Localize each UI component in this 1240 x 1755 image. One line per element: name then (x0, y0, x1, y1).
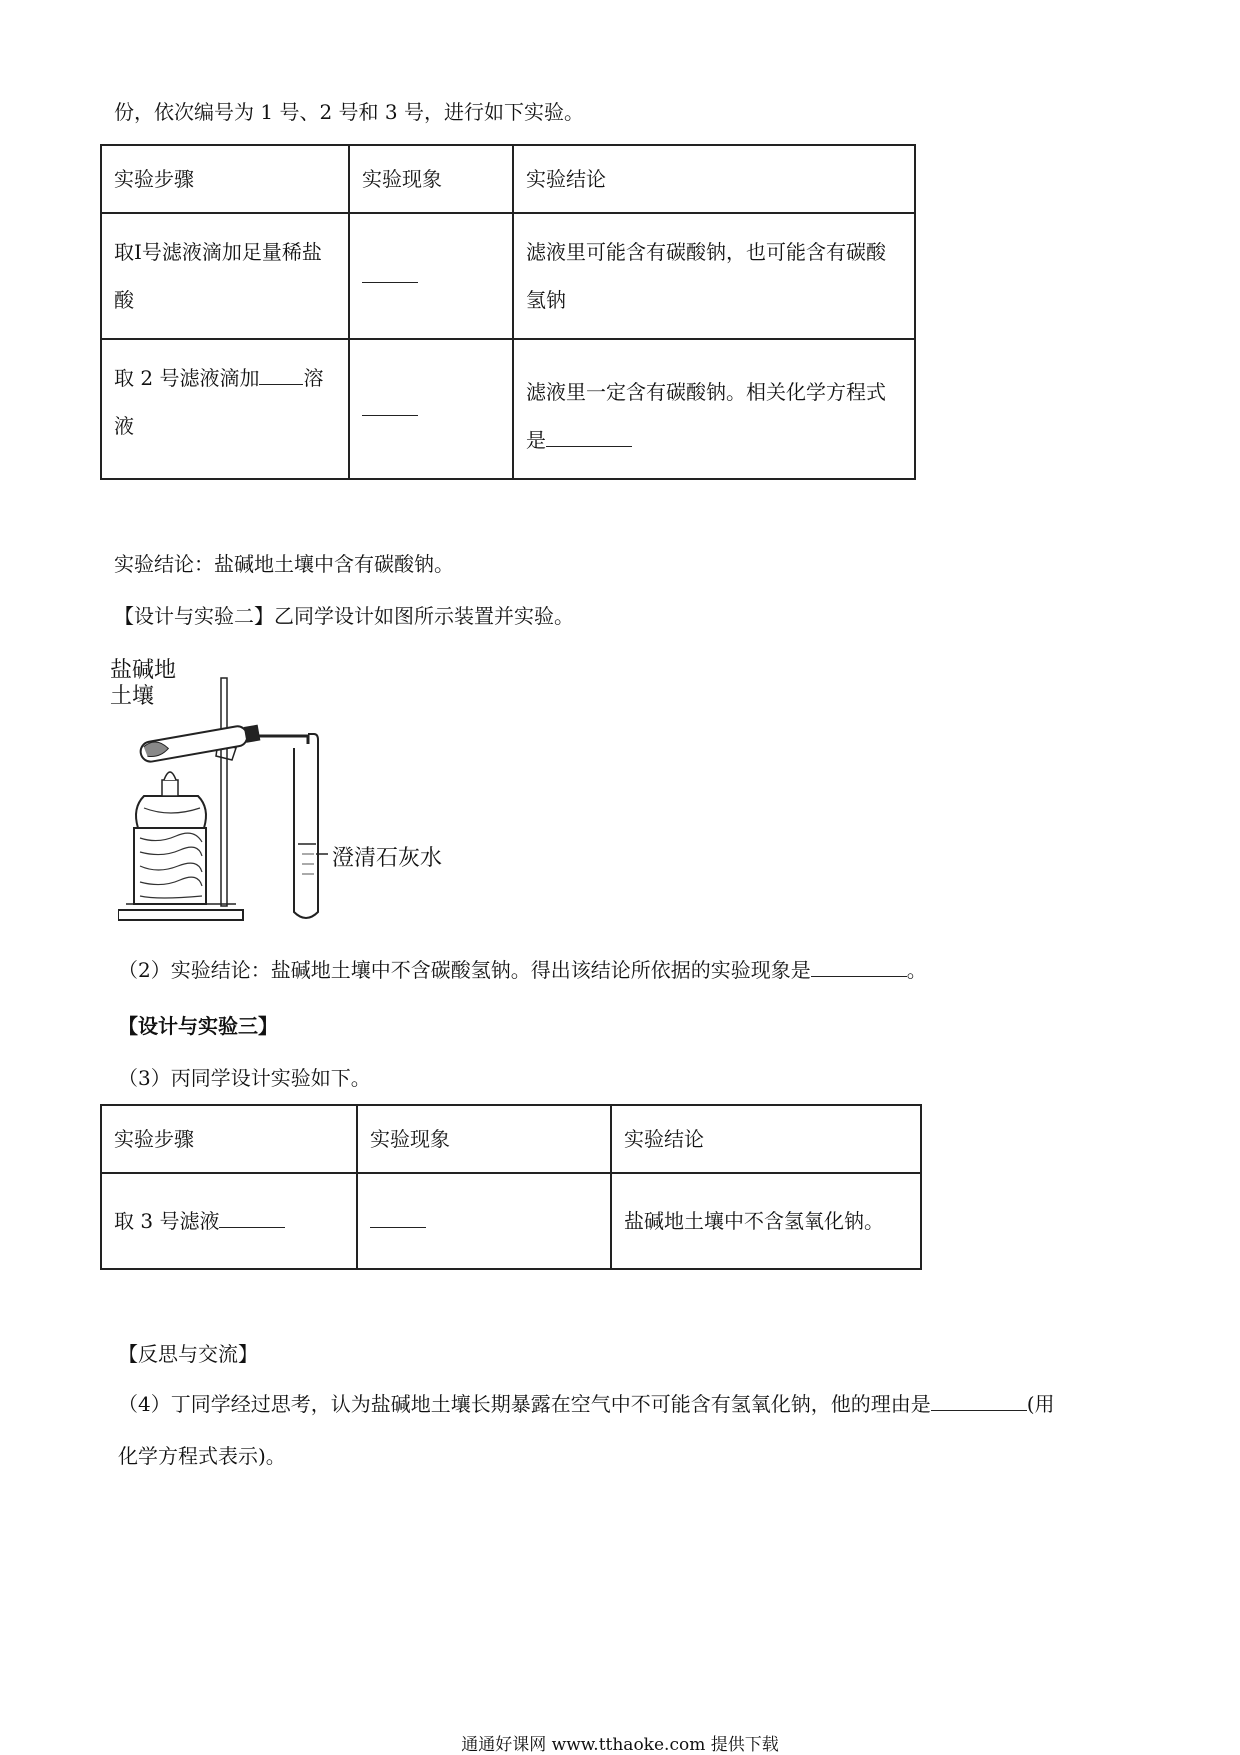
q2-answer-blank[interactable] (811, 956, 907, 977)
reagent-blank[interactable] (259, 364, 303, 385)
intro-line: 份，依次编号为 1 号、2 号和 3 号，进行如下实验。 (114, 100, 584, 124)
question-2: （2）实验结论：盐碱地土壤中不含碳酸氢钠。得出该结论所依据的实验现象是 。 (118, 958, 927, 982)
header-conclusion: 实验结论 (513, 145, 915, 213)
header-phenomenon: 实验现象 (349, 145, 513, 213)
row2-conclusion: 滤液里一定含有碳酸钠。相关化学方程式是 (513, 339, 915, 479)
heating-test-tube (139, 723, 261, 764)
conclusion-line: 实验结论：盐碱地土壤中含有碳酸钠。 (114, 552, 454, 576)
row1-step: 取 3 号滤液 (101, 1173, 357, 1269)
header-step: 实验步骤 (101, 1105, 357, 1173)
stand-base (118, 910, 243, 920)
question-4-line1: （4）丁同学经过思考，认为盐碱地土壤长期暴露在空气中不可能含有氢氧化钠，他的理由是 (用 (118, 1392, 1055, 1416)
row1-conclusion: 滤液里可能含有碳酸钠，也可能含有碳酸氢钠 (513, 213, 915, 339)
experiment-table-2 (100, 1104, 922, 1270)
question-3: （3）丙同学设计实验如下。 (118, 1066, 371, 1090)
page-footer: 通通好课网 www.tthaoke.com 提供下载 (461, 1735, 779, 1755)
table-row (101, 1173, 921, 1269)
flame (164, 772, 176, 780)
limewater-label: 澄清石灰水 (332, 846, 443, 871)
stand-pole (221, 678, 227, 906)
header-step: 实验步骤 (101, 145, 349, 213)
equation-blank[interactable] (546, 426, 632, 447)
design2-line: 【设计与实验二】乙同学设计如图所示装置并实验。 (114, 604, 574, 628)
question-4-line2: 化学方程式表示)。 (118, 1444, 286, 1468)
table-header-row (101, 1105, 921, 1173)
phenomenon-blank[interactable] (370, 1203, 426, 1228)
table-row (101, 339, 915, 479)
header-phenomenon: 实验现象 (357, 1105, 611, 1173)
reflection-heading: 【反思与交流】 (118, 1342, 258, 1366)
row1-phenomenon[interactable] (349, 213, 513, 339)
header-conclusion: 实验结论 (611, 1105, 921, 1173)
apparatus-figure (110, 658, 498, 928)
phenomenon-blank[interactable] (362, 391, 418, 416)
row1-step: 取I号滤液滴加足量稀盐酸 (101, 213, 349, 339)
phenomenon-blank[interactable] (362, 258, 418, 283)
experiment-table-1 (100, 144, 916, 480)
receiving-test-tube (294, 748, 318, 918)
alcohol-lamp (136, 796, 206, 828)
operation-blank[interactable] (219, 1207, 285, 1228)
q4-answer-blank[interactable] (931, 1390, 1027, 1411)
row1-conclusion: 盐碱地土壤中不含氢氧化钠。 (611, 1173, 921, 1269)
row1-phenomenon[interactable] (357, 1173, 611, 1269)
table-header-row (101, 145, 915, 213)
row2-phenomenon[interactable] (349, 339, 513, 479)
row2-step: 取 2 号滤液滴加 溶液 (101, 339, 349, 479)
table-row (101, 213, 915, 339)
design3-heading: 【设计与实验三】 (118, 1014, 278, 1038)
soil-label: 盐碱地 土壤 (110, 658, 177, 709)
delivery-tube (308, 734, 318, 898)
